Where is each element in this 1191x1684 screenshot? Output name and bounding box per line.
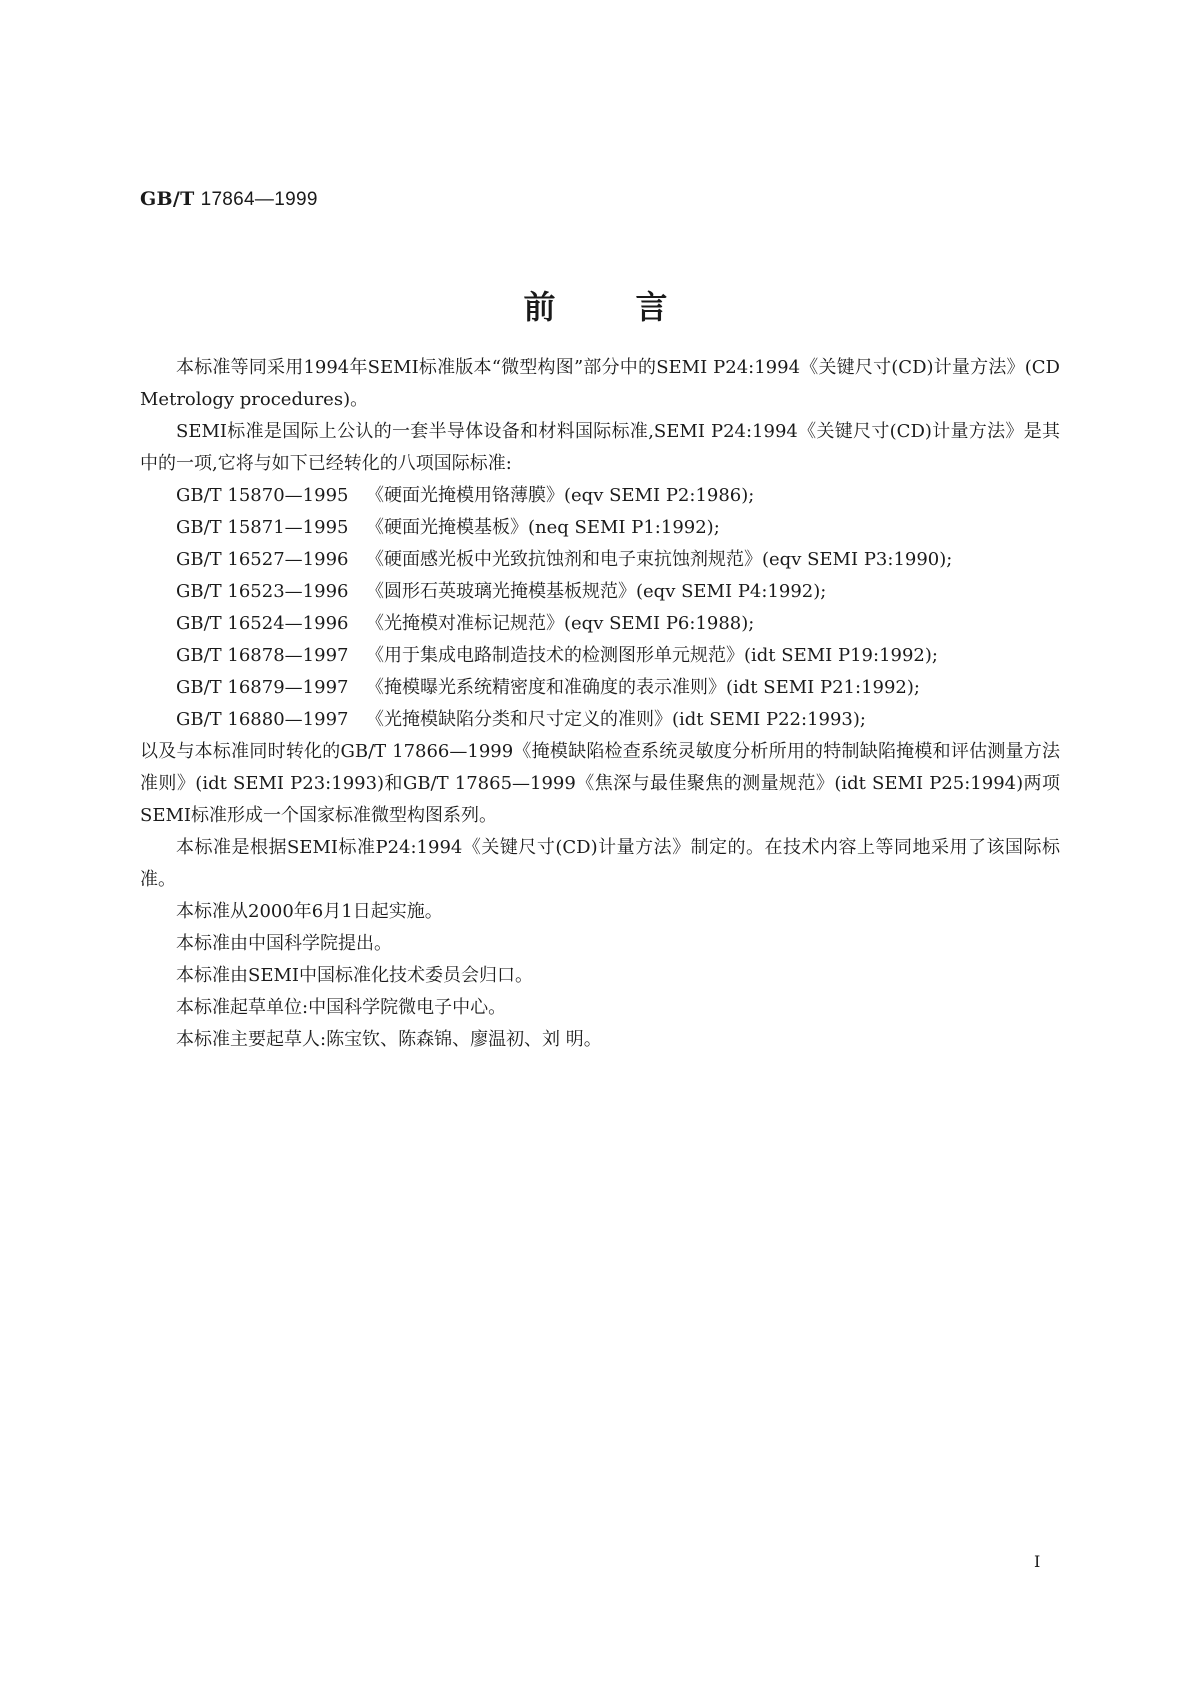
- reference-item: [140, 640, 1060, 672]
- reference-code: GB/T 16527—1996: [176, 549, 349, 570]
- reference-code: GB/T 15871—1995: [176, 517, 349, 538]
- standard-code-prefix: GB/T: [140, 188, 195, 210]
- reference-title: 《用于集成电路制造技术的检测图形单元规范》(idt SEMI P19:1992);: [366, 645, 938, 666]
- reference-item: [140, 672, 1060, 704]
- foreword-body: [140, 352, 1060, 1056]
- standard-code: [140, 188, 318, 211]
- reference-item: [140, 512, 1060, 544]
- reference-item: [140, 608, 1060, 640]
- reference-code: GB/T 16879—1997: [176, 677, 349, 698]
- reference-title: 《圆形石英玻璃光掩模基板规范》(eqv SEMI P4:1992);: [366, 581, 827, 602]
- reference-title: 《光掩模对准标记规范》(eqv SEMI P6:1988);: [366, 613, 755, 634]
- reference-list: [140, 480, 1060, 736]
- reference-item: [140, 576, 1060, 608]
- reference-code: GB/T 16523—1996: [176, 581, 349, 602]
- page-title: 前言: [523, 288, 748, 326]
- reference-title: 《硬面光掩模用铬薄膜》(eqv SEMI P2:1986);: [366, 485, 755, 506]
- paragraph-proposer: 本标准由中国科学院提出。: [176, 933, 392, 954]
- paragraph-basis: 本标准是根据SEMI标准P24:1994《关键尺寸(CD)计量方法》制定的。在技术内容上等同地采用了该国际标准。: [140, 837, 1060, 890]
- page-number: I: [1034, 1552, 1041, 1571]
- reference-title: 《掩模曝光系统精密度和准确度的表示准则》(idt SEMI P21:1992);: [366, 677, 920, 698]
- reference-item: [140, 480, 1060, 512]
- reference-title: 《硬面感光板中光致抗蚀剂和电子束抗蚀剂规范》(eqv SEMI P3:1990);: [366, 549, 953, 570]
- reference-code: GB/T 16880—1997: [176, 709, 349, 730]
- paragraph-semi-intro: SEMI标准是国际上公认的一套半导体设备和材料国际标准,SEMI P24:1994《关键尺寸(CD)计量方法》是其中的一项,它将与如下已经转化的八项国际标准:: [140, 421, 1060, 474]
- reference-item: [140, 704, 1060, 736]
- paragraph-drafters: 本标准主要起草人:陈宝钦、陈森锦、廖温初、刘 明。: [176, 1029, 602, 1050]
- reference-code: GB/T 16524—1996: [176, 613, 349, 634]
- reference-item: [140, 544, 1060, 576]
- reference-title: 《硬面光掩模基板》(neq SEMI P1:1992);: [366, 517, 720, 538]
- standard-code-number: 17864—1999: [200, 189, 318, 210]
- paragraph-drafting-unit: 本标准起草单位:中国科学院微电子中心。: [176, 997, 507, 1018]
- reference-title: 《光掩模缺陷分类和尺寸定义的准则》(idt SEMI P22:1993);: [366, 709, 866, 730]
- paragraph-effective-date: 本标准从2000年6月1日起实施。: [176, 901, 443, 922]
- paragraph-series: 以及与本标准同时转化的GB/T 17866—1999《掩模缺陷检查系统灵敏度分析所用的特制缺陷掩模和评估测量方法准则》(idt SEMI P23:1993)和GB/T 17865—1999《焦深与最佳聚焦的测量规范》(idt SEMI P25:1994)两项SEMI标准形成一个国家标准微型构图系列。: [140, 741, 1060, 826]
- paragraph-adoption: 本标准等同采用1994年SEMI标准版本“微型构图”部分中的SEMI P24:1994《关键尺寸(CD)计量方法》(CD Metrology procedures)。: [140, 357, 1060, 410]
- reference-code: GB/T 16878—1997: [176, 645, 349, 666]
- reference-code: GB/T 15870—1995: [176, 485, 349, 506]
- paragraph-committee: 本标准由SEMI中国标准化技术委员会归口。: [176, 965, 534, 986]
